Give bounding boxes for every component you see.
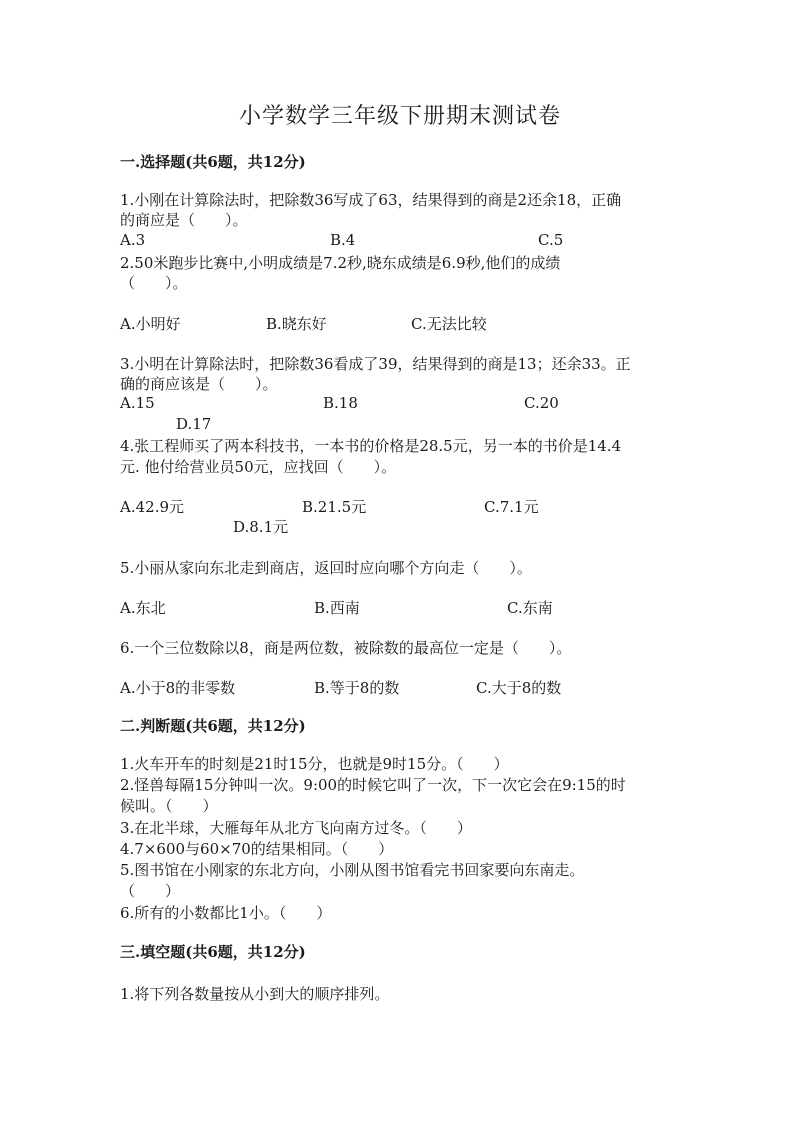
q3-option-d: D.17 [176, 415, 212, 433]
judgment-line-8: 6.所有的小数都比1小。（ ） [120, 904, 332, 922]
question-1-line-2: 的商应是（ ）。 [120, 211, 248, 229]
judgment-line-7: （ ） [120, 882, 181, 900]
q3-option-a: A.15 [120, 394, 155, 412]
q3-option-c: C.20 [524, 394, 559, 412]
question-3-line-1: 3.小明在计算除法时，把除数36看成了39，结果得到的商是13；还余33。正 [120, 355, 631, 373]
q2-option-c: C.无法比较 [411, 315, 487, 333]
q5-option-c: C.东南 [507, 599, 553, 617]
q6-option-a: A.小于8的非零数 [120, 679, 236, 697]
question-2-line-2: （ ）。 [120, 274, 188, 292]
q1-option-a: A.3 [120, 231, 146, 249]
judgment-line-4: 3.在北半球，大雁每年从北方飞向南方过冬。（ ） [120, 819, 472, 837]
q2-option-b: B.晓东好 [266, 315, 327, 333]
q1-option-b: B.4 [330, 231, 356, 249]
judgment-line-5: 4.7×600与60×70的结果相同。（ ） [120, 840, 394, 858]
judgment-line-6: 5.图书馆在小刚家的东北方向，小刚从图书馆看完书回家要向东南走。 [120, 861, 585, 879]
fill-blank-line-1: 1.将下列各数量按从小到大的顺序排列。 [120, 985, 390, 1003]
q3-option-b: B.18 [323, 394, 358, 412]
section-heading-fill-blank: 三.填空题(共6题，共12分) [120, 943, 306, 961]
question-5-line-1: 5.小丽从家向东北走到商店，返回时应向哪个方向走（ ）。 [120, 559, 532, 577]
judgment-line-2: 2.怪兽每隔15分钟叫一次。9:00的时候它叫了一次，下一次它会在9:15的时 [120, 776, 626, 794]
q6-option-c: C.大于8的数 [476, 679, 562, 697]
question-4-line-1: 4.张工程师买了两本科技书，一本书的价格是28.5元，另一本的书价是14.4 [120, 437, 622, 455]
q6-option-b: B.等于8的数 [314, 679, 400, 697]
section-heading-judgment: 二.判断题(共6题，共12分) [120, 717, 306, 735]
question-1-line-1: 1.小刚在计算除法时，把除数36写成了63，结果得到的商是2还余18，正确 [120, 191, 622, 209]
q5-option-a: A.东北 [120, 599, 166, 617]
q5-option-b: B.西南 [314, 599, 360, 617]
question-6-line-1: 6.一个三位数除以8，商是两位数，被除数的最高位一定是（ ）。 [120, 639, 572, 657]
judgment-line-1: 1.火车开车的时刻是21时15分，也就是9时15分。（ ） [120, 755, 509, 773]
judgment-line-3: 候叫。（ ） [120, 797, 218, 815]
q4-option-b: B.21.5元 [302, 498, 367, 516]
page-title: 小学数学三年级下册期末测试卷 [238, 104, 561, 129]
q4-option-c: C.7.1元 [484, 498, 539, 516]
question-2-line-1: 2.50米跑步比赛中,小明成绩是7.2秒,晓东成绩是6.9秒,他们的成绩 [120, 254, 561, 272]
section-heading-choice: 一.选择题(共6题，共12分) [120, 153, 306, 171]
question-3-line-2: 确的商应该是（ ）。 [120, 375, 278, 393]
q1-option-c: C.5 [538, 231, 564, 249]
q4-option-d: D.8.1元 [233, 518, 289, 536]
question-4-line-2: 元. 他付给营业员50元，应找回（ ）。 [120, 458, 397, 476]
q4-option-a: A.42.9元 [120, 498, 184, 516]
q2-option-a: A.小明好 [120, 315, 181, 333]
